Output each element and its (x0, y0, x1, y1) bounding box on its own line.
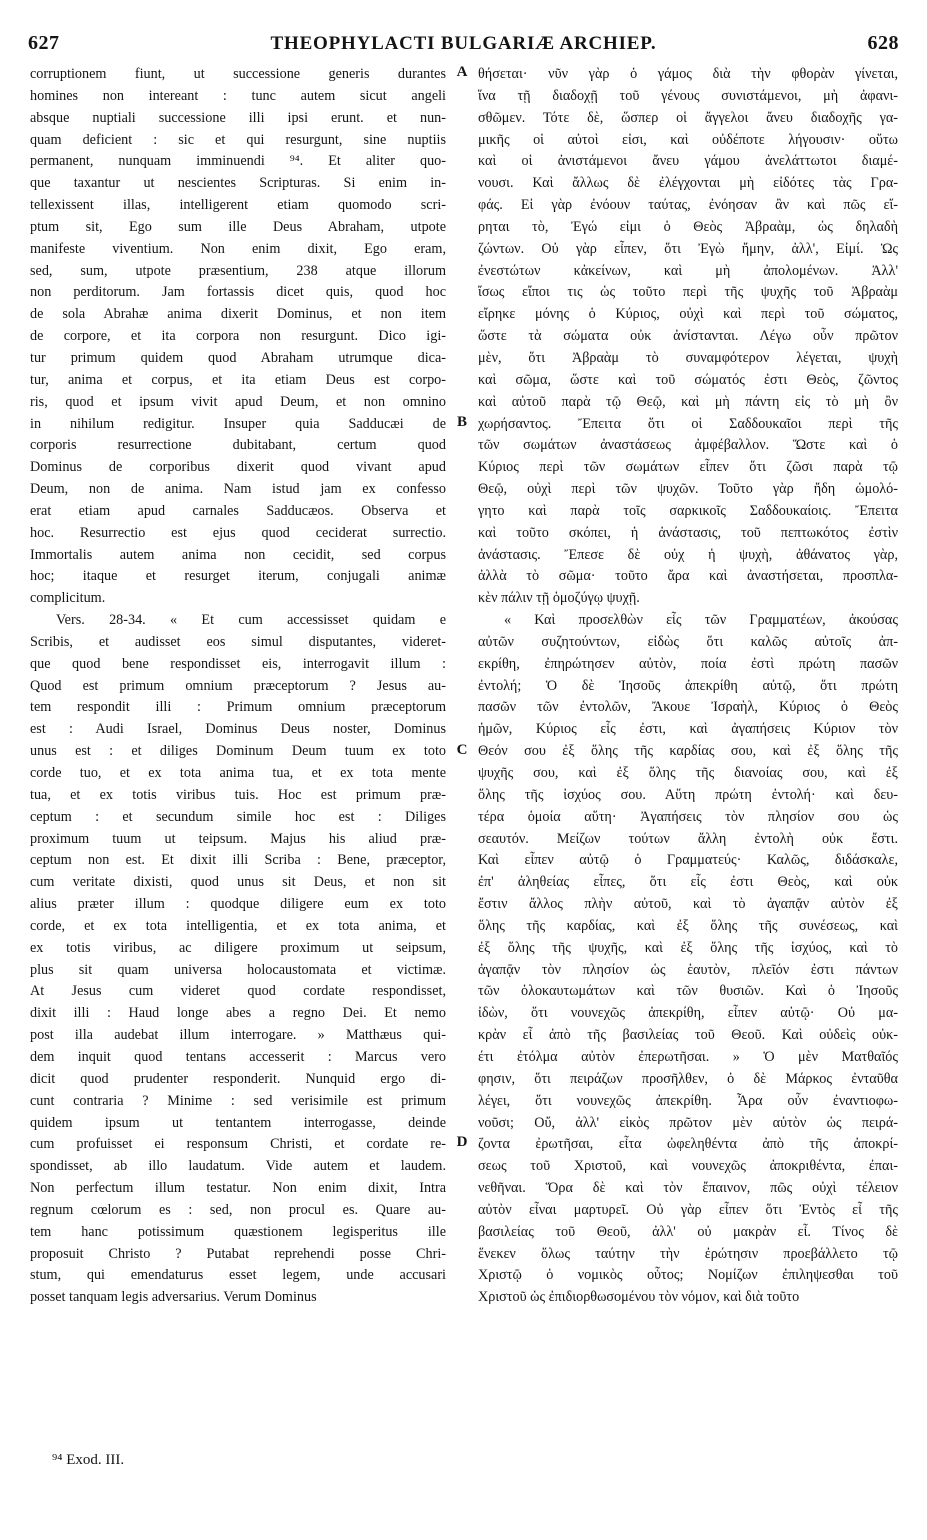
text-line: que taxantur ut nescientes Scripturas. Si enim in- (30, 175, 446, 192)
text-line: Θεόν σου ἐξ ὅλης τῆς καρδίας σου, καὶ ἐξ ὅλης τῆς (478, 743, 898, 760)
text-line: quam deficient : sic et qui resurgunt, sine nuptiis (30, 131, 446, 148)
text-line: Dominus de corporibus dixerit quod vivant apud (30, 459, 446, 476)
text-line: est : Audi Israel, Dominus Deus noster, Dominus (30, 721, 446, 738)
text-line: ceptum : et secundum simile hoc est : Diliges (30, 808, 446, 825)
text-line: θήσεται· νῦν γὰρ ὁ γάμος διὰ τὴν φθορὰν γίνεται, (478, 66, 898, 82)
text-line: tua, et ex totis viribus tuis. Hoc est primum præ- (30, 786, 446, 803)
text-line: proximum tuum ut teipsum. Majus his aliud præ- (30, 830, 446, 847)
text-line: « Καὶ προσελθὼν εἷς τῶν Γραμματέων, ἀκούσας (504, 612, 898, 629)
text-line: ζοντα ἐρωτῆσαι, εἶτα ὠφεληθέντα ἀπὸ τῆς ἀποκρί- (478, 1136, 898, 1153)
text-line: ἕνεκεν ὅλως ταύτην τὴν ἐρώτησιν προεβάλλετο τῷ (478, 1245, 898, 1262)
text-line: ἀγαπᾷν τὸν πλησίον ὡς ἑαυτὸν, πλεῖόν ἐστι πάντων (478, 961, 898, 978)
text-line: τῶν σωμάτων ἀναστάσεως ἀμφέβαλλον. Ὥστε καὶ ὁ (478, 437, 898, 454)
text-line: tellexissent illas, intelligerent etiam quomodo scri- (30, 197, 446, 214)
text-line: posset tanquam legis adversarius. Verum Dominus (30, 1289, 317, 1306)
text-line: φησιν, ὅτι πειράζων προσῆλθεν, ὁ δὲ Μάρκος ἐνταῦθα (478, 1070, 898, 1087)
text-line: Χριστοῦ ὡς ἐπιδιορθωσομένου τὸν νόμον, καὶ διὰ τοῦτο (478, 1289, 800, 1306)
text-line: σθῶμεν. Τότε δὲ, ὥσπερ οἱ ἄγγελοι ἄνευ διαδοχῆς γα- (478, 109, 898, 126)
text-line: ex totis viribus, ac diligere proximum ut seipsum, (30, 939, 446, 956)
text-line: αὐτῶν συζητούντων, εἰδὼς ὅτι καλῶς αὐτοῖς ἀπ- (478, 633, 898, 650)
text-line: homines non intereant : tunc autem sicut angeli (30, 87, 446, 104)
text-line: ὅλης τῆς ἰσχύος σου. Αὕτη πρώτη ἐντολή· καὶ δευ- (478, 786, 898, 803)
footnote: ⁹⁴ Exod. III. (52, 1452, 125, 1468)
text-line: Vers. 28-34. « Et cum accessisset quidam e (56, 612, 446, 629)
text-line: ἐνεστώτων κἀκείνων, καὶ μὴ ἀπολομένων. Ἀλλ' (478, 262, 898, 279)
text-line: καὶ οἱ ἀνιστάμενοι ἄνευ γάμου ἀνελάττωτοι διαμέ- (478, 153, 898, 170)
text-line: ceptum non est. Et dixit illi Scriba : Bene, præceptor, (30, 852, 446, 869)
text-line: λέγει, ὅτι νουνεχῶς ἀπεκρίθη. Ἆρα οὖν ἐναντιοφω- (478, 1092, 898, 1109)
text-line: Κύριος περὶ τῶν σωμάτων εἶπεν ὅτι ζῶσι παρὰ τῷ (478, 459, 898, 476)
text-line: νεθῆναι. Ὅρα δὲ καὶ τὸν ἔπαινον, πῶς οὐχὶ τέλειον (478, 1180, 898, 1197)
text-line: corde, et ex tota intelligentia, et ex tota anima, et (30, 917, 446, 934)
text-line: cum profuisset ei responsum Christi, et cordate re- (30, 1136, 446, 1153)
text-line: de sola Abrahæ anima dixerit Dominus, et non item (30, 306, 446, 323)
text-line: έτι ἐτόλμα αὐτὸν ἐπερωτῆσαι. » Ὁ μὲν Ματθαῖός (478, 1048, 898, 1065)
text-line: tur primum quidem quod Abraham utrumque dica- (30, 349, 446, 366)
text-line: ἐπ' ἀληθείας εἶπες, ὅτι εἷς ἐστι Θεὸς, καὶ οὐκ (478, 874, 898, 891)
text-line: dicit quod prudenter responderit. Nunquid ergo di- (30, 1070, 446, 1087)
text-line: de corpore, et ita corpora non resurgunt. Dico igi- (30, 328, 446, 345)
text-line: τῶν ὁλοκαυτωμάτων καὶ τῶν θυσιῶν. Καὶ ὁ Ἰησοῦς (478, 983, 898, 1000)
text-line: At Jesus cum videret quod cordate respondisset, (30, 983, 446, 1000)
text-line: absque nuptiali successione illi ipsi erunt. et nun- (30, 109, 446, 126)
text-line: proposuit Christo ? Putabat reprehendi posse Chri- (30, 1245, 446, 1262)
text-line: αὐτὸν εἶναι μαρτυρεῖ. Οὐ γὰρ εἶπεν ὅτι Ἐντὸς εἶ τῆς (478, 1201, 898, 1218)
text-line: Immortalis autem anima non cecidit, sed corpus (30, 546, 446, 563)
text-line: plus sit quam universa holocaustomata et victimæ. (30, 961, 446, 978)
text-line: ψυχῆς σου, καὶ ἐξ ὅλης τῆς διανοίας σου, καὶ ἐξ (478, 765, 898, 781)
text-line: regnum cœlorum es : sed, non procul es. Quare au- (30, 1201, 446, 1218)
text-line: ris, quod et ipsum vivit apud Deum, et non omnino (30, 393, 446, 410)
text-line: ὅλης τῆς καρδίας, καὶ ἐξ ὅλης τῆς συνέσεως, καὶ (478, 917, 898, 934)
text-line: σεως τοῦ Χριστοῦ, καὶ νουνεχῶς ἀποκριθέντα, ἐπαι- (478, 1158, 898, 1175)
text-line: complicitum. (30, 590, 106, 607)
text-line: hoc. Resurrectio est ejus quod ceciderat surrectio. (30, 524, 446, 541)
text-line: erat etiam apud carnales Sadducæos. Observa et (30, 502, 446, 519)
text-line: βασιλείας τοῦ Θεοῦ, ἀλλ' οὐ μακρὰν εἶ. Τίνος δὲ (478, 1223, 898, 1240)
text-line: ἐντολή; Ὁ δὲ Ἰησοῦς ἀπεκρίθη αὐτῷ, ὅτι πρώτη (478, 677, 898, 694)
text-line: ζώντων. Οὐ γὰρ εἶπεν, ὅτι Ἐγὼ ἤμην, ἀλλ', Εἰμί. Ὡς (478, 240, 898, 257)
running-title: THEOPHYLACTI BULGARIÆ ARCHIEP. (270, 33, 657, 54)
text-line: ἐξ ὅλης τῆς ψυχῆς, καὶ ἐξ ὅλης τῆς ἰσχύος, καὶ τὸ (478, 939, 898, 956)
text-line: ἔστιν ἄλλος πλὴν αὐτοῦ, καὶ τὸ ἀγαπᾷν αὐτὸν ἐξ (478, 896, 898, 913)
text-line: tem hanc potissimum quæstionem legisperitus ille (30, 1223, 446, 1240)
text-line: dem inquit quod tentans accesserit : Marcus vero (30, 1048, 446, 1065)
right-column-number: 628 (867, 32, 899, 54)
text-line: Deum, non de anima. Nam istud jam ex confesso (30, 481, 446, 498)
text-line: unus est : et diliges Dominum Deum tuum ex toto (30, 743, 446, 760)
text-line: γητο καὶ παρὰ τοῖς σαρκικοῖς Σαδδουκαίοις. Ἔπειτα (478, 502, 898, 519)
text-line: Καὶ εἶπεν αὐτῷ ὁ Γραμματεύς· Καλῶς, διδάσκαλε, (478, 852, 898, 869)
text-line: νοῦσι; Οὔ, ἀλλ' εἰκὸς πρῶτον μὲν αὐτὸν ὡς πειρά- (478, 1114, 898, 1131)
section-marker-d: D (456, 1134, 468, 1150)
text-line: καὶ σῶμα, ὥστε καὶ τοῦ σώματός ἐστι Θεὸς, ζῶντος (478, 371, 898, 388)
text-line: μικῆς οἱ αὐτοὶ εἰσι, καὶ οὐδέποτε λήγουσιν· οὕτω (478, 131, 898, 148)
left-column-number: 627 (28, 32, 60, 54)
text-line: Non perfectum illum testatur. Non enim dixit, Intra (30, 1180, 446, 1197)
text-line: stum, qui emendaturus esset legem, unde accusari (30, 1267, 446, 1284)
text-line: Scribis, et audisset eos simul disputantes, videret- (30, 633, 446, 650)
text-line: ἰδὼν, ὅτι νουνεχῶς ἀπεκρίθη, εἶπεν αὐτῷ· Οὐ μα- (478, 1005, 898, 1022)
text-line: ptum sit, Ego sum ille Deus Abraham, utpote (30, 218, 446, 235)
text-line: tur, anima et corpus, et ita etiam Deus est corpo- (30, 371, 446, 388)
text-line: Quod est primum omnium præceptorum ? Jesus au- (30, 677, 446, 694)
text-line: ἵνα τῇ διαδοχῇ τοῦ γένους συνιστάμενοι, μὴ ἀφανι- (478, 87, 898, 104)
text-line: que quod bene respondisset eis, interrogavit illum : (30, 655, 446, 672)
text-line: εκρίθη, ἐπηρώτησεν αὐτὸν, ποία ἐστὶ πρώτη πασῶν (478, 655, 898, 672)
section-marker-b: B (456, 414, 467, 430)
text-line: σεαυτόν. Μείζων τούτων ἄλλη ἐντολὴ οὐκ ἔστι. (478, 830, 898, 847)
text-line: ἴσως εἴποι τις ὡς τοῦτο περὶ τῆς ψυχῆς τοῦ Ἀβραὰμ (478, 284, 898, 301)
text-line: hoc; itaque et resurget iterum, conjugali animæ (30, 568, 446, 585)
text-line: μὲν, ὅτι Ἀβραὰμ τὸ συναμφότερον λέγεται, ψυχὴ (478, 349, 898, 366)
text-line: non perditorum. Jam fortassis dicet quis, quod hoc (30, 284, 446, 301)
text-line: καὶ τοῦτο σκόπει, ἡ ἀνάστασις, τοῦ πεπτωκότος ἐστὶν (478, 524, 898, 541)
text-line: corde tuo, et ex tota anima tua, et ex tota mente (30, 765, 446, 781)
text-line: τέρα ὁμοία αὕτη· Ἀγαπήσεις τὸν πλησίον σου ὡς (478, 808, 898, 825)
text-line: tem respondit illi : Primum omnium præceptorum (30, 699, 446, 716)
text-line: ἡμῶν, Κύριος εἷς ἐστι, καὶ ἀγαπήσεις Κύριον τὸν (478, 721, 898, 738)
text-line: κὲν πάλιν τῇ ὁμοζύγῳ ψυχῇ. (478, 590, 640, 607)
text-line: corporis resurrectione dubitabant, certum quod (30, 437, 446, 454)
text-line: in nihilum redigitur. Insuper quia Sadducæi de (30, 415, 446, 432)
text-line: permanent, nunquam imminuendi ⁹⁴. Et aliter quo- (30, 153, 446, 170)
page-header (28, 32, 899, 60)
text-line: φάς. Εἰ γὰρ ἐνόουν ταύτας, ἐνόησαν ἂν καὶ πῶς εἴ- (478, 197, 898, 214)
text-line: ρηται τὸ, Ἐγώ εἰμι ὁ Θεὸς Ἀβραὰμ, ὡς δηλαδὴ (478, 218, 898, 235)
text-line: quidem ipsum ut tentantem interrogasse, deinde (30, 1114, 446, 1131)
section-marker-a: A (456, 64, 468, 80)
text-line: καὶ αὐτοῦ παρὰ τῷ Θεῷ, καὶ μὴ πάντη εἰς τὸ μὴ ὂν (478, 393, 898, 410)
text-line: χωρήσαντος. Ἔπειτα ὅτι οἱ Σαδδουκαῖοι περὶ τῆς (478, 415, 898, 432)
text-line: sed, sum, utpote præsentium, 238 atque illorum (30, 262, 446, 279)
text-line: Χριστῷ ὁ νομικὸς οὗτος; Νομίζων ἐπιληψεσθαι τοῦ (478, 1267, 898, 1284)
text-line: νουσι. Καὶ ἄλλως δὲ ἐλέγχονται μὴ εἰδότες τὰς Γρα- (478, 175, 898, 192)
text-line: εἴρηκε μόνης ὁ Κύριος, οὐχὶ καὶ περὶ τοῦ σώματος, (478, 306, 898, 323)
text-line: alius præter illum : quodque diligere eum ex toto (30, 896, 446, 913)
text-line: cum veritate dixisti, quod unus sit Deus, et non sit (30, 874, 446, 891)
text-line: κρὰν εἶ ἀπὸ τῆς βασιλείας τοῦ Θεοῦ. Καὶ οὐδεὶς οὐκ- (478, 1027, 898, 1044)
text-line: ἀλλὰ τὸ σῶμα· τοῦτο ἄρα καὶ ἀναστήσεται, προσπλα- (478, 568, 898, 585)
text-line: post illa audebat illum interrogare. » Matthæus qui- (30, 1027, 446, 1044)
text-line: ἀνάστασις. Ἔπεσε δὲ οὐχ ἡ ψυχὴ, ἀθάνατος γὰρ, (478, 546, 898, 563)
text-line: cunt contraria ? Minime : sed verisimile est primum (30, 1092, 446, 1109)
text-line: Θεῷ, οὐχὶ περὶ τῶν ψυχῶν. Τοῦτο γὰρ ἤδη ὡμολό- (478, 481, 898, 498)
section-marker-c: C (456, 742, 468, 758)
greek-text-column (478, 64, 898, 1309)
text-line: ὥστε τὰ σώματα οὐκ ἀνίστανται. Λέγω οὖν πρῶτον (478, 328, 898, 345)
text-line: πασῶν τῶν ἐντολῶν, Ἄκουε Ἰσραὴλ, Κύριος ὁ Θεὸς (478, 699, 898, 716)
text-line: corruptionem fiunt, ut successione generis durantes (30, 66, 446, 82)
text-line: spondisset, ab illo laudatum. Vide autem et laudem. (30, 1158, 446, 1175)
text-line: manifeste viventium. Non enim dixit, Ego eram, (30, 240, 446, 257)
latin-text-column (30, 64, 446, 1309)
text-line: dixit illi : Haud longe abes a regno Dei. Et nemo (30, 1005, 446, 1022)
